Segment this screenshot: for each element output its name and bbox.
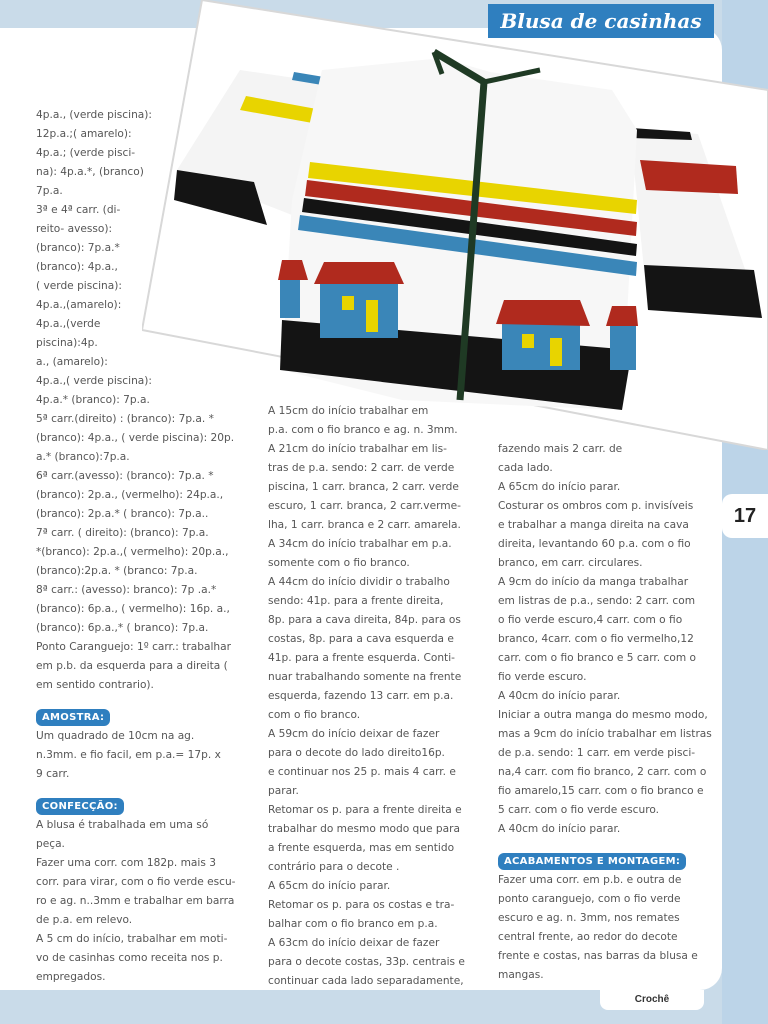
footer-label: Crochê: [600, 990, 704, 1010]
amostra-heading: AMOSTRA:: [36, 709, 110, 726]
acabamentos-heading: ACABAMENTOS E MONTAGEM:: [498, 853, 686, 870]
column-1: [36, 106, 258, 987]
confeccao-heading: CONFECÇÃO:: [36, 798, 124, 815]
house-motif-left: [314, 262, 404, 338]
page-title: Blusa de casinhas: [488, 4, 714, 38]
page-number: 17: [722, 494, 768, 538]
house-motif-right: [496, 300, 590, 370]
sleeve-instructions-text: fazendo mais 2 carr. de cada lado. A 65cm do início parar. Costurar os ombros com p. invisíveis e trabalhar a manga direita na cava direita, levantando 60 p.a. com o fio branco, em carr. circulares. A 9cm do início da manga trabalhar em listras de p.a., sendo: 2 carr. com o fio verde escuro,4 carr. com o fio branco, 4carr. com o fio vermelho,12 carr. com o fio branco e 5 carr. com o fio verde escuro. A 40cm do início parar. Iniciar a outra manga do mesmo modo, mas a 9cm do início trabalhar em listras de p.a. sendo: 1 carr. em verde pisci- na,4 carr. com fio branco, 2 carr. com o fio amarelo,15 carr. com o fio branco e 5 carr. com o fio verde escuro. A 40cm do início parar.: [498, 443, 712, 835]
confeccao-text: A blusa é trabalhada em uma só peça. Fazer uma corr. com 182p. mais 3 corr. para virar, com o fio verde escu- ro e ag. n..3mm e trabalhar em barra de p.a. em relevo. A 5 cm do início, trabalhar em moti- vo de casinhas como receita nos p. empregados.: [36, 819, 236, 983]
jacket-body: [278, 52, 638, 410]
amostra-text: Um quadrado de 10cm na ag. n.3mm. e fio facil, em p.a.= 17p. x 9 carr.: [36, 730, 221, 780]
column-2: [268, 402, 488, 991]
body-instructions-text: A 15cm do início trabalhar em p.a. com o fio branco e ag. n. 3mm. A 21cm do início trabalhar em lis- tras de p.a. sendo: 2 carr. de verde piscina, 1 carr. branca, 2 carr. verde escuro, 1 carr. branca, 2 carr.verme- lha, 1 carr. branca e 2 carr. amarela. A 34cm do início trabalhar em p.a. somente com o fio branco. A 44cm do início dividir o trabalho sendo: 41p. para a frente direita, 8p. para a cava direita, 84p. para os costas, 8p. para a cava esquerda e 41p. para a frente esquerda. Conti- nuar trabalhando somente na frente esquerda, fazendo 13 carr. em p.a. com o fio branco. A 59cm do início deixar de fazer para o decote do lado direito16p. e continuar nos 25 p. mais 4 carr. e parar. Retomar os p. para a frente direita e trabalhar do mesmo modo que para a frente esquerda, mas em sentido contrário para o decote . A 65cm do início parar. Retomar os p. para os costas e tra- balhar com o fio branco em p.a. A 63cm do início deixar de fazer para o decote costas, 33p. centrais e continuar cada lado separadamente,: [268, 405, 465, 987]
pattern-instructions-text: 4p.a., (verde piscina): 12p.a.;( amarelo): 4p.a.; (verde pisci- na): 4p.a.*, (branco) 7p.a. 3ª e 4ª carr. (di- reito- avesso): (branco): 7p.a.* (branco): 4p.a., ( verde piscina): 4p.a.,(amarelo): 4p.a.,(verde piscina):4p. a., (amarelo): 4p.a.,( verde piscina): 4p.a.* (branco): 7p.a. 5ª carr.(direito) : (branco): 7p.a. * (branco): 4p.a., ( verde piscina): 20p. a.* (branco):7p.a. 6ª carr.(avesso): (branco): 7p.a. * (branco): 2p.a., (vermelho): 24p.a., (branco): 2p.a.* ( branco): 7p.a.. 7ª carr. ( direito): (branco): 7p.a. *(branco): 2p.a.,( vermelho): 20p.a., (branco):2p.a. * (branco: 7p.a. 8ª carr.: (avesso): branco): 7p .a.* (branco): 6p.a., ( vermelho): 16p. a., (branco): 6p.a.,* ( branco): 7p.a. Ponto Caranguejo: 1º carr.: trabalhar em p.b. da esquerda para a direita ( em sentido contrario).: [36, 109, 235, 691]
house-motif-edge-right: [606, 306, 638, 370]
acabamentos-text: Fazer uma corr. em p.b. e outra de ponto caranguejo, com o fio verde escuro e ag. n. 3mm, nos remates central frente, ao redor do decote frente e costas, nas barras da blusa e mangas.: [498, 874, 698, 981]
column-3: [498, 440, 712, 985]
